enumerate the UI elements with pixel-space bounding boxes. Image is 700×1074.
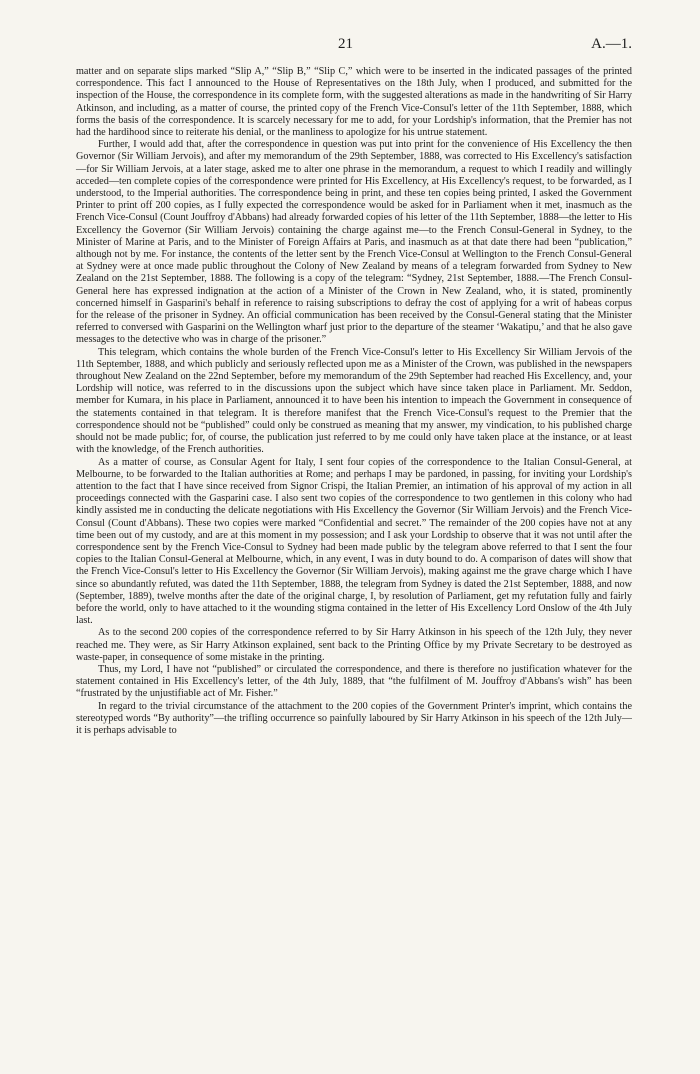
body-text [76, 66, 632, 737]
document-reference: A.—1. [591, 36, 632, 52]
page-number: 21 [338, 36, 353, 52]
paragraph-telegram: This telegram, which contains the whole burden of the French Vice-Consul's letter to His Excellency Sir William Jervois of the 11th September, 1888, and which publicly and seriously reflected upon me as a Minister of the Crown, was published in the newspapers throughout New Zealand on the 22nd September, before my memorandum of the 29th September had reached His Excellency, and, your Lordship will notice, was referred to in the discussions upon the subject which have since taken place in Parliament. Mr. Seddon, member for Kumara, in his place in Parliament, announced it to have been his intention to impeach the Government in consequence of the statements contained in that telegram. It is therefore manifest that the French Vice-Consul's request to the Premier that the correspondence should not be “published” could only be construed as meaning that my answer, my vindication, to his published charge should not be made public; for, of course, the publication just referred to by me could only have taken place at the instance, or at least with the knowledge, of the French authorities. [76, 346, 632, 456]
paragraph-consular-agent: As a matter of course, as Consular Agent for Italy, I sent four copies of the correspondence to the Italian Consul-General, at Melbourne, to be forwarded to the Italian authorities at Rome; and perhaps I may be pardoned, in passing, for inviting your Lordship's attention to the fact that I have since received from Signor Crispi, the Italian Premier, an intimation of his approval of my action in all proceedings connected with the Gasparini case. I also sent two copies of the correspondence to two gentlemen in this colony who had kindly assisted me in conducting the delicate negotiations with His Excellency the Governor (Sir William Jervois) and the French Vice-Consul (Count d'Abbans). These two copies were marked “Confidential and secret.” The remainder of the 200 copies have not at any time been out of my custody, and are at this moment in my possession; and I ask your Lordship to observe that it was not until after the correspondence sent by the French Vice-Consul to Sydney had been made public by the telegram above referred to that I sent the four copies to the Italian Consul-General at Melbourne, which, in any event, I was in duty bound to do. A comparison of dates will show that the French Vice-Consul's letter to His Excellency the Governor (Sir William Jervois), making against me the grave charge which I have since so abundantly refuted, was dated the 11th September, 1888, the telegram from Sydney is dated the 21st September, 1888, and now (September, 1889), twelve months after the date of the original charge, I, by resolution of Parliament, get my refutation fully and fairly before the world, only to have attached to it the wounding stigma contained in the letter of His Excellency Lord Onslow of the 4th July last. [76, 456, 632, 627]
paragraph-imprint: In regard to the trivial circumstance of the attachment to the 200 copies of the Government Printer's imprint, which contains the stereotyped words “By authority”—the trifling occurrence so painfully laboured by Sir Harry Atkinson in his speech of the 12th July—it is perhaps advisable to [76, 700, 632, 736]
paragraph-not-published: Thus, my Lord, I have not “published” or circulated the correspondence, and there is therefore no justification whatever for the statement contained in His Excellency's letter, of the 4th July, 1889, that “the fulfilment of M. Jouffroy d'Abbans's wish” has been “frustrated by the unjustifiable act of Mr. Fisher.” [76, 663, 632, 700]
page-header [76, 36, 632, 66]
paragraph-further: Further, I would add that, after the correspondence in question was put into print for the convenience of His Excellency the then Governor (Sir William Jervois), and after my memorandum of the 29th September, 1888, was corrected to His Excellency's satisfaction—for Sir William Jervois, at a later stage, asked me to alter one phrase in the memorandum, a request to which I readily and willingly acceded—ten complete copies of the correspondence were printed for His Excellency, at His Excellency's request, to be forwarded, as I understood, to the Imperial authorities. The correspondence being in print, and these ten copies being printed, I asked the Government Printer to print off 200 copies, as I fully expected the correspondence would be asked for in Parliament when it met, inasmuch as the French Vice-Consul (Count Jouffroy d'Abbans) had already forwarded copies of his letter of the 11th September, 1888—the letter to His Excellency the Governor (Sir William Jervois) containing the charge against me—to the French Consul-General in Sydney, to the Minister of Marine at Paris, and to the Minister of Foreign Affairs at Paris, and inasmuch as at that date there had been “publication,” although not by me. For instance, the contents of the letter sent by the French Vice-Consul at Wellington to the French Consul-General at Sydney were at once made public throughout the Colony of New Zealand by means of a telegram forwarded from Sydney to New Zealand on the 21st September, 1888. The following is a copy of the telegram: “Sydney, 21st September, 1888.—The French Consul-General here has expressed indignation at the action of a Minister of the Crown in New Zealand, who, it is stated, prominently concerned himself in Gasparini's behalf in reference to raising subscriptions to defray the cost of applying for a writ of habeas corpus for the release of the prisoner in Sydney. An official communication has been received by the Consul-General stating that the Minister referred to conversed with Gasparini on the Wellington wharf just prior to the departure of the steamer ‘Wakatipu,’ and that he also gave messages to the detective who was in charge of the prisoner.” [76, 139, 632, 346]
document-page [76, 36, 632, 737]
paragraph-continuation: matter and on separate slips marked “Slip A,” “Slip B,” “Slip C,” which were to be inserted in the indicated passages of the printed correspondence. This fact I announced to the House of Representatives on the 18th July, when I produced, and submitted for the inspection of the House, the correspondence in its complete form, with the suggested alterations as made in the handwriting of Sir Harry Atkinson, and including, as a matter of course, the printed copy of the French Vice-Consul's letter of the 11th September, 1888, which forms the basis of the correspondence. It is scarcely necessary for me to add, for your Lordship's information, that the Premier has not had the hardihood since to reiterate his denial, or the manliness to apologize for his untrue statement. [76, 66, 632, 139]
paragraph-second-copies: As to the second 200 copies of the correspondence referred to by Sir Harry Atkinson in his speech of the 12th July, they never reached me. They were, as Sir Harry Atkinson explained, sent back to the Printing Office by my Private Secretary to be destroyed as waste-paper, in consequence of some mistake in the printing. [76, 627, 632, 663]
